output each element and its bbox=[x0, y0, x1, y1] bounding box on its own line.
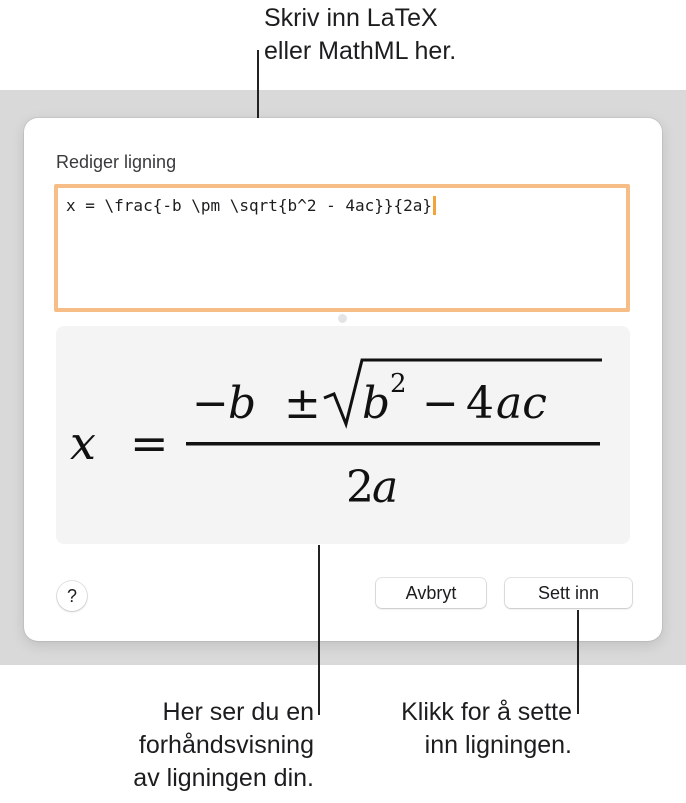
formula-exponent: 2 bbox=[390, 369, 407, 399]
equation-preview bbox=[56, 326, 630, 544]
dialog-title: Rediger ligning bbox=[56, 152, 177, 172]
callout-preview-pointer bbox=[318, 545, 320, 715]
callout-insert-line2: inn ligningen. bbox=[424, 731, 572, 759]
callout-preview-line2: forhåndsvisning bbox=[138, 731, 314, 759]
fraction-bar bbox=[186, 442, 600, 446]
callout-insert-pointer bbox=[577, 610, 579, 714]
help-button[interactable]: ? bbox=[57, 581, 87, 611]
formula-lhs: x bbox=[70, 416, 96, 470]
callout-preview-line1: Her ser du en bbox=[162, 698, 314, 726]
callout-insert-line1: Klikk for å sette bbox=[401, 698, 572, 726]
formula-pm: ± bbox=[284, 378, 321, 429]
insert-button[interactable]: Sett inn bbox=[505, 578, 632, 608]
editor-resize-handle[interactable] bbox=[338, 314, 347, 323]
equation-editor-text bbox=[66, 196, 436, 215]
formula-minus: − bbox=[192, 378, 229, 429]
callout-latex-input bbox=[264, 2, 456, 68]
formula-radicand-b: b bbox=[362, 378, 391, 429]
callout-insert bbox=[360, 696, 572, 762]
formula-equals: = bbox=[130, 416, 169, 470]
formula-b: b bbox=[228, 378, 257, 429]
equation-editor-input[interactable] bbox=[54, 184, 630, 312]
callout-preview bbox=[96, 696, 314, 795]
formula-four: 4 bbox=[466, 378, 494, 429]
text-caret bbox=[433, 196, 436, 215]
formula-two: 2 bbox=[346, 462, 374, 513]
callout-latex-line2: eller MathML her. bbox=[264, 37, 457, 65]
edit-equation-dialog bbox=[24, 118, 662, 641]
cancel-button[interactable]: Avbryt bbox=[376, 578, 486, 608]
formula-a: a bbox=[372, 462, 399, 513]
callout-preview-line3: av ligningen din. bbox=[133, 764, 314, 792]
formula-minus2: − bbox=[422, 378, 459, 429]
equation-source: x = \frac{-b \pm \sqrt{b^2 - 4ac}}{2a} bbox=[66, 196, 433, 215]
callout-latex-line1: Skriv inn LaTeX bbox=[264, 4, 438, 32]
formula-ac: ac bbox=[496, 378, 547, 429]
